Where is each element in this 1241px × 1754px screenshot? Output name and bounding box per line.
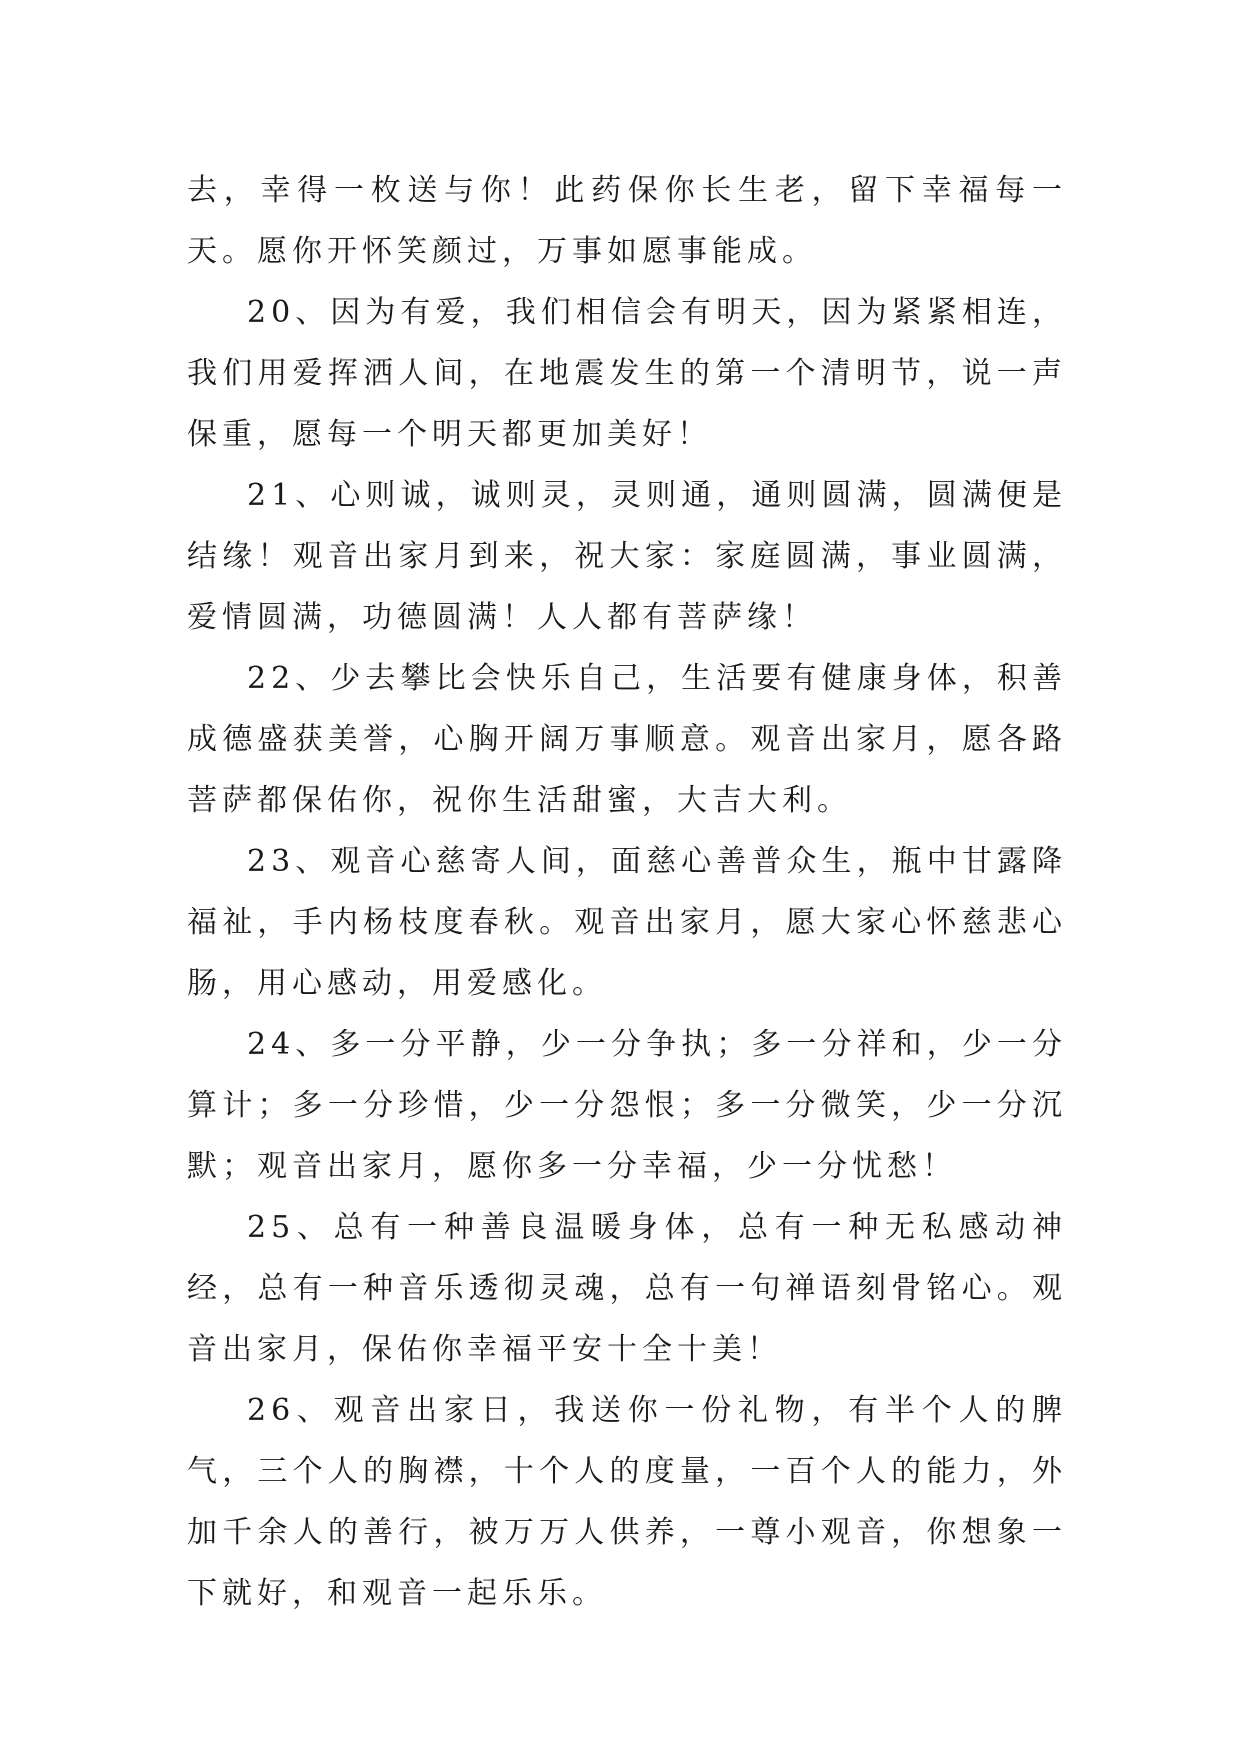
paragraph-20: 20、因为有爱，我们相信会有明天，因为紧紧相连，我们用爱挥洒人间，在地震发生的第一个清明节，说一声保重，愿每一个明天都更加美好！ <box>187 295 1067 452</box>
paragraph-26: 26、观音出家日，我送你一份礼物，有半个人的脾气，三个人的胸襟，十个人的度量，一百个人的能力，外加千余人的善行，被万万人供养，一尊小观音，你想象一下就好，和观音一起乐乐。 <box>187 1393 1067 1611</box>
paragraph-24: 24、多一分平静，少一分争执；多一分祥和，少一分算计；多一分珍惜，少一分怨恨；多一分微笑，少一分沉默；观音出家月，愿你多一分幸福，少一分忧愁！ <box>187 1027 1067 1184</box>
paragraph-continued: 去，幸得一枚送与你！此药保你长生老，留下幸福每一天。愿你开怀笑颜过，万事如愿事能成。 <box>187 173 1067 269</box>
paragraph-25: 25、总有一种善良温暖身体，总有一种无私感动神经，总有一种音乐透彻灵魂，总有一句禅语刻骨铭心。观音出家月，保佑你幸福平安十全十美！ <box>187 1210 1067 1367</box>
paragraph-21: 21、心则诚，诚则灵，灵则通，通则圆满，圆满便是结缘！观音出家月到来，祝大家：家庭圆满，事业圆满，爱情圆满，功德圆满！人人都有菩萨缘！ <box>187 478 1067 635</box>
paragraph-23: 23、观音心慈寄人间，面慈心善普众生，瓶中甘露降福祉，手内杨枝度春秋。观音出家月，愿大家心怀慈悲心肠，用心感动，用爱感化。 <box>187 844 1067 1001</box>
document-body <box>187 160 1067 1624</box>
paragraph-22: 22、少去攀比会快乐自己，生活要有健康身体，积善成德盛获美誉，心胸开阔万事顺意。观音出家月，愿各路菩萨都保佑你，祝你生活甜蜜，大吉大利。 <box>187 661 1067 818</box>
